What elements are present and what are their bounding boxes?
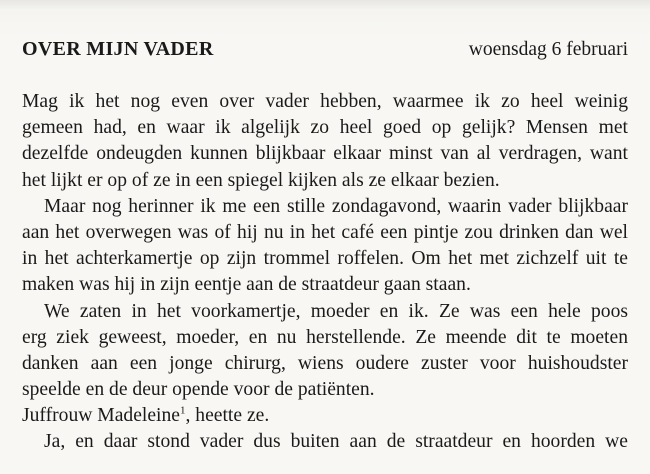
footnote-marker[interactable]: 1	[179, 404, 186, 417]
text-line: het lijkt er op of ze in een spiegel kijken als ze elkaar bezien.	[22, 169, 500, 191]
text-line: Ja, en daar stond vader dus buiten aan de straatdeur en hoorden we	[44, 431, 628, 453]
text-segment: Juffrouw Madeleine	[22, 405, 180, 427]
text-line: aan het overwegen was of hij nu in het café een pintje zou drinken dan wel	[22, 221, 628, 243]
text-line	[22, 403, 628, 429]
text-line: maken was hij in zijn eentje aan de straatdeur gaan staan.	[22, 274, 471, 296]
chapter-header	[22, 38, 628, 64]
text-line: dezelfde ondeugden kunnen blijkbaar elkaar minst van al verdragen, want	[22, 143, 628, 165]
text-segment: , heette ze.	[185, 405, 270, 427]
chapter-title: OVER MIJN VADER	[22, 38, 214, 60]
text-line: gemeen had, en waar ik algelijk zo heel goed op gelijk? Mensen met	[22, 117, 628, 139]
text-line: We zaten in het voorkamertje, moeder en ik. Ze was een hele poos	[44, 300, 628, 322]
text-line: Maar nog herinner ik me een stille zondagavond, waarin vader blijkbaar	[44, 195, 628, 217]
chapter-date: woensdag 6 februari	[468, 39, 628, 60]
text-line: danken aan een jonge chirurg, wiens oudere zuster voor huishoudster	[22, 352, 628, 374]
page-top-shadow	[0, 0, 650, 10]
text-line: Mag ik het nog even over vader hebben, waarmee ik zo heel weinig	[22, 91, 628, 112]
text-line: speelde en de deur opende voor de patiënten.	[22, 379, 375, 401]
body-text	[22, 89, 628, 456]
text-line: erg ziek geweest, moeder, en nu herstellende. Ze meende dit te moeten	[22, 326, 628, 348]
text-line: in het achterkamertje op zijn trommel roffelen. Om het met zichzelf uit te	[22, 248, 628, 270]
